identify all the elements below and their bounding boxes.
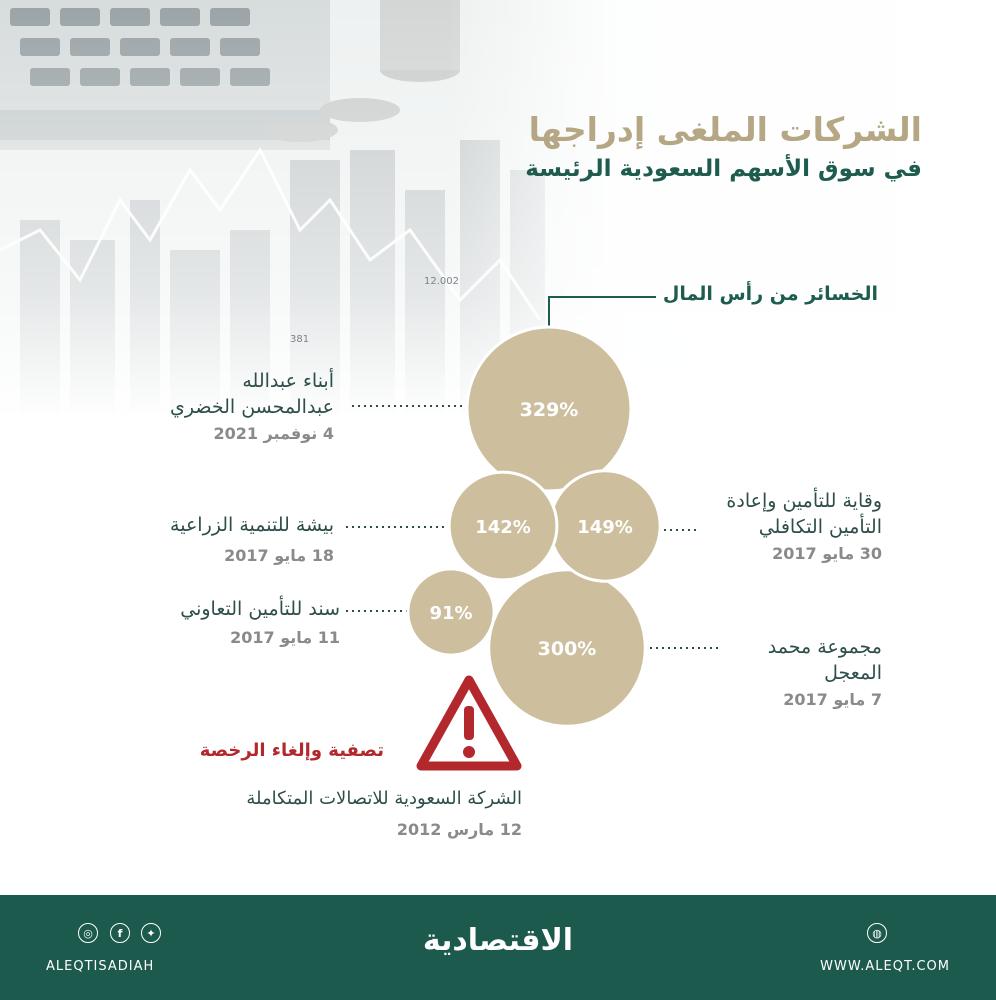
delisting-date: 7 مايو 2017 [783,690,882,709]
delisting-date: 30 مايو 2017 [772,544,882,563]
company-label [562,634,882,709]
company-name: مجموعة محمد [767,636,882,658]
company-name: بيشة للتنمية الزراعية [170,514,334,536]
company-name: عبدالمحسن الخضري [170,396,334,418]
warning-triangle-icon [414,672,524,776]
bubble-value-label: 329% [519,399,579,421]
company-label [562,488,882,563]
warning-company-name: الشركة السعودية للاتصالات المتكاملة [246,788,522,809]
social-handle[interactable]: ALEQTISADIAH [46,959,155,974]
chart-title: الخسائر من رأس المال [662,283,878,305]
ticker-value: 12.002 [424,276,459,287]
bubble-value-label: 300% [537,638,597,660]
bubble-value-label: 142% [475,517,531,538]
company-name: المعجل [824,662,882,684]
company-label [20,596,340,647]
company-name: وقاية للتأمين وإعادة [726,490,882,512]
delisting-date: 11 مايو 2017 [230,628,340,647]
company-name: أبناء عبدالله [242,370,334,392]
company-label [14,512,334,565]
delisting-date: 4 نوفمبر 2021 [213,424,334,443]
company-name: سند للتأمين التعاوني [180,598,340,620]
ticker-value: 381 [290,334,310,345]
instagram-icon[interactable]: ◎ [78,923,98,943]
twitter-icon[interactable]: ✦ [141,923,161,943]
company-label [14,368,334,443]
brand-logo: الاقتصادية [422,923,574,958]
website-url[interactable]: WWW.ALEQT.COM [820,959,950,974]
bubble-value-label: 91% [429,603,473,624]
warning-heading: تصفية وإلغاء الرخصة [199,740,384,761]
page-title: الشركات الملغى إدراجها [528,110,922,149]
facebook-icon[interactable]: f [110,923,130,943]
bubble-value-label: 149% [577,517,633,538]
company-name: التأمين التكافلي [758,516,882,538]
delisting-date: 18 مايو 2017 [224,546,334,565]
warning-date: 12 مارس 2012 [396,820,522,839]
page-subtitle: في سوق الأسهم السعودية الرئيسة [525,156,922,182]
website-icon[interactable]: ◍ [867,923,887,943]
footer-bar [0,895,996,1000]
